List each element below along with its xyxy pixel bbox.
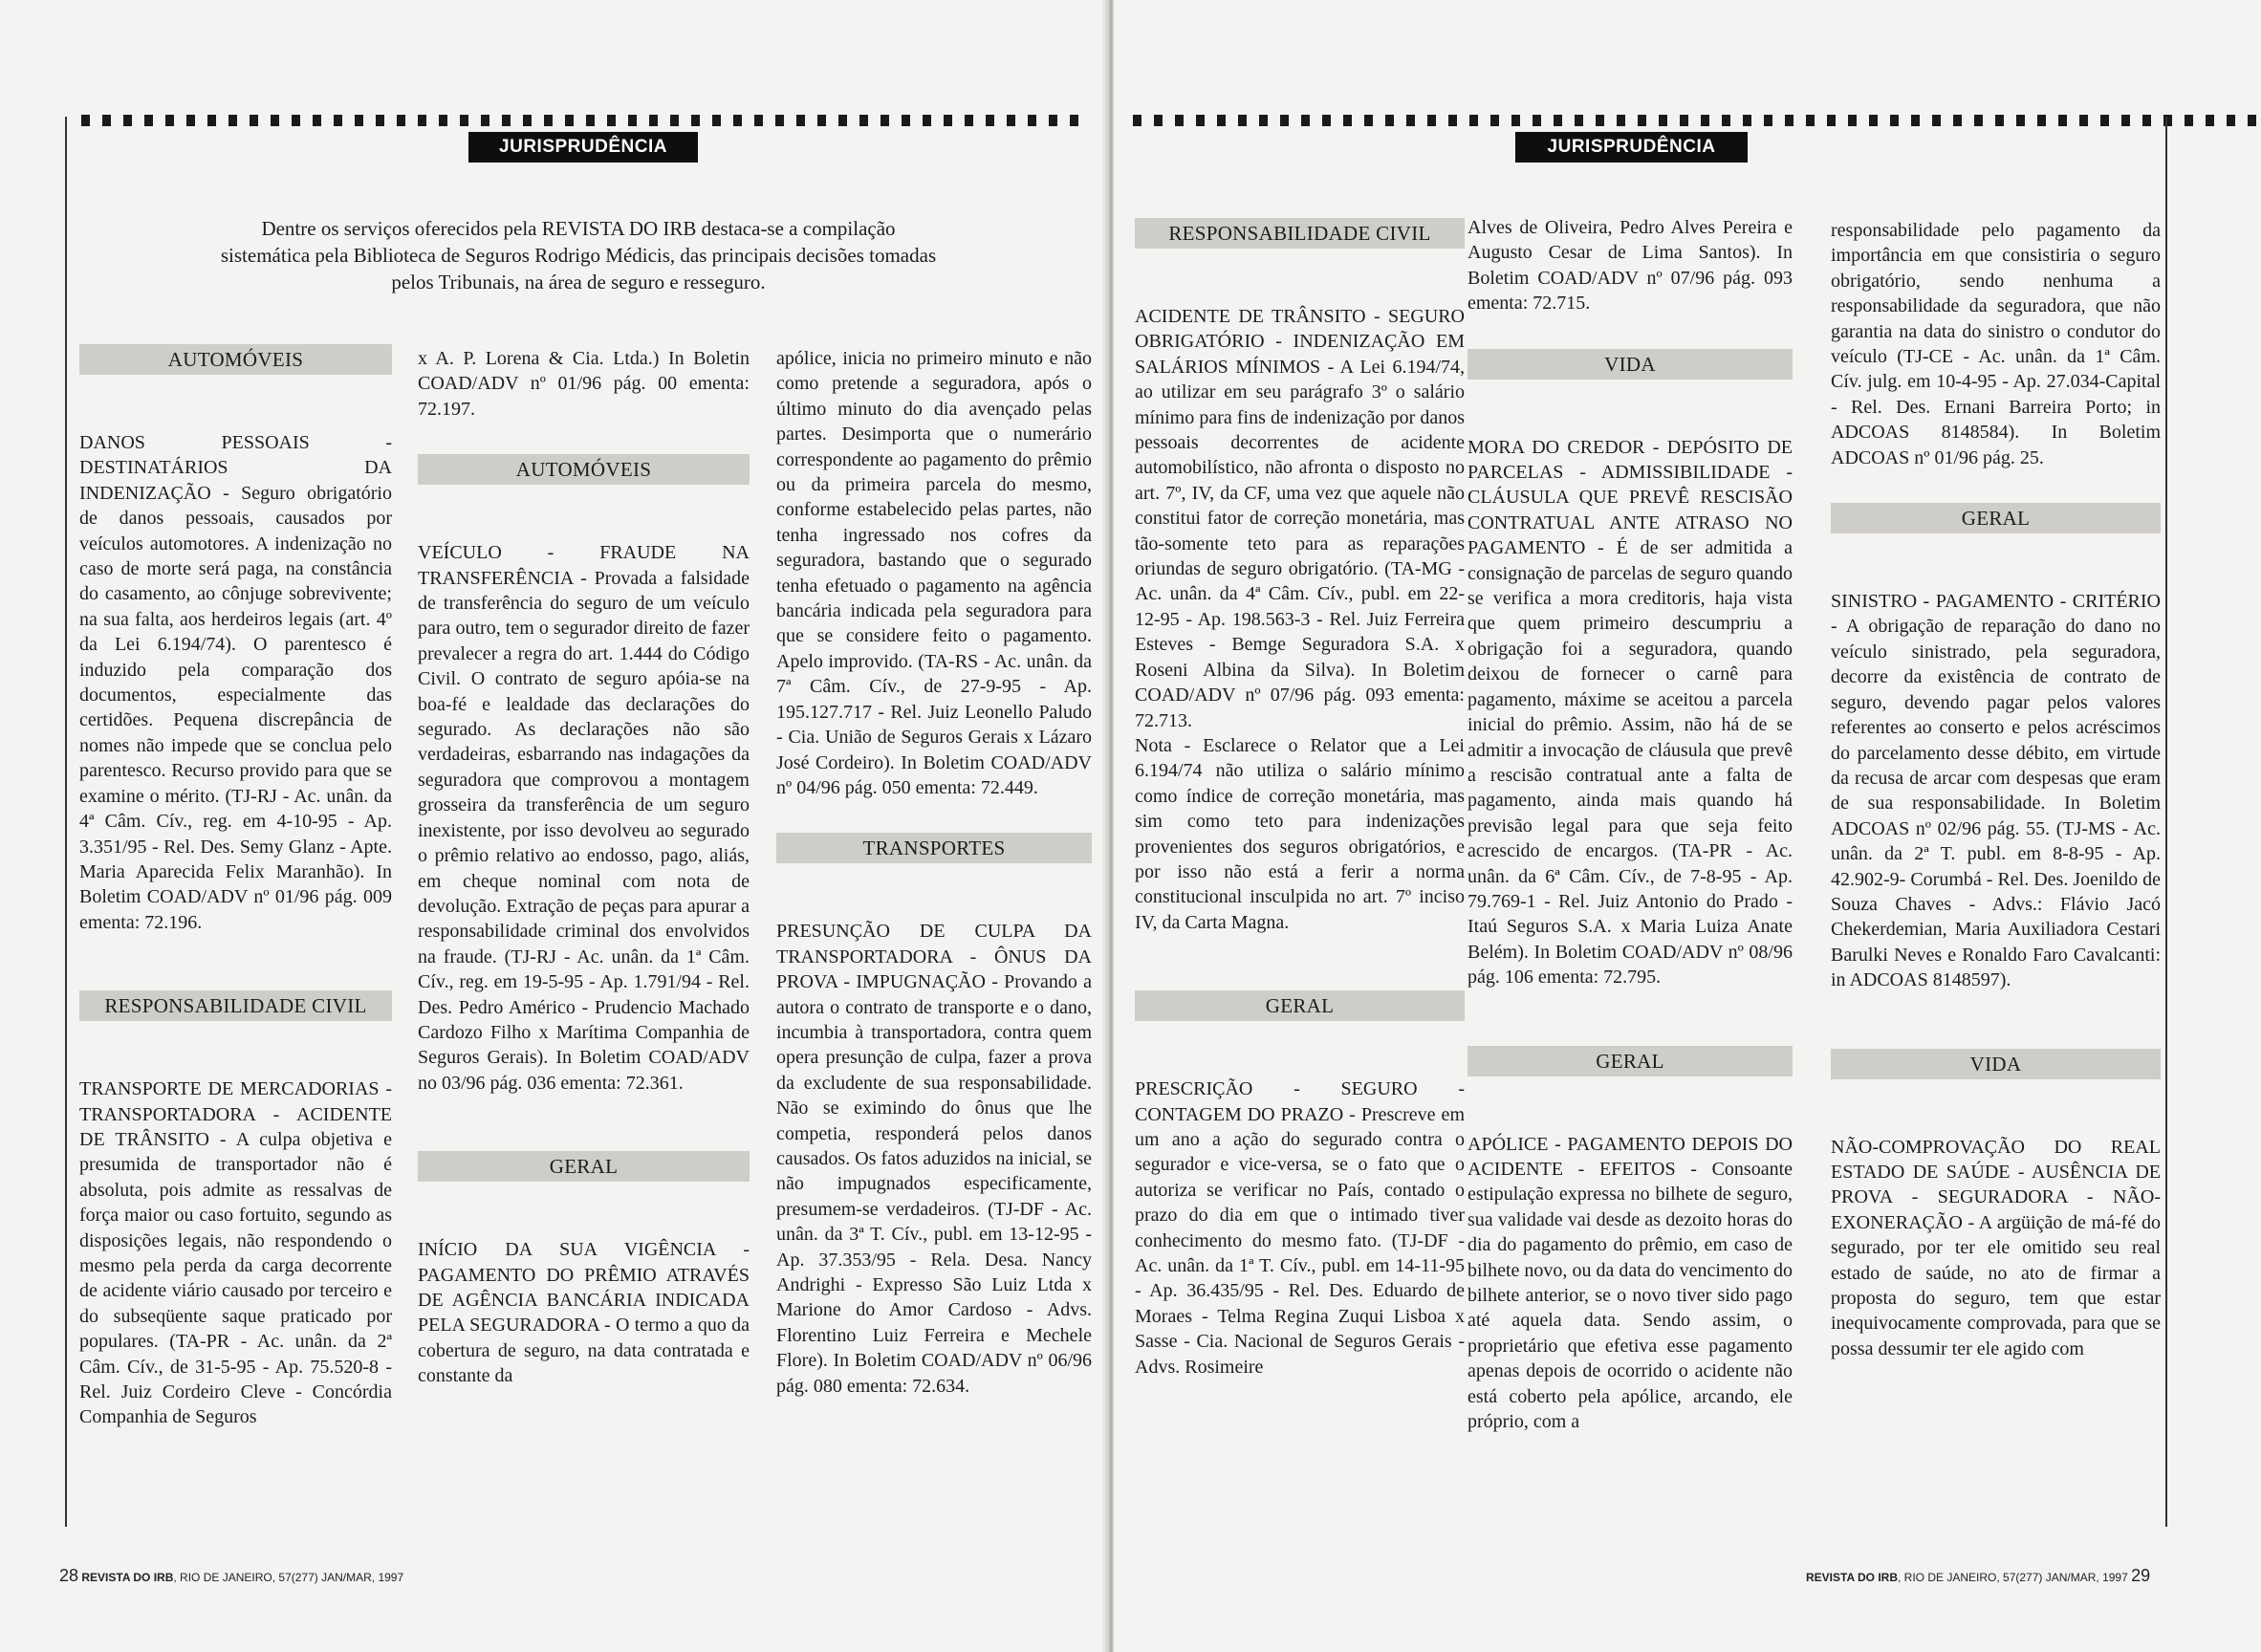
section-heading: AUTOMÓVEIS	[79, 344, 392, 375]
ementa: x A. P. Lorena & Cia. Ltda.) In Boletin COAD/ADV nº 01/96 pág. 00 ementa: 72.197.	[418, 348, 750, 420]
left-page	[0, 0, 1109, 1652]
ementa: apólice, inicia no primeiro minuto e não como pretende a seguradora, após o último minuto do dia avençado pelas partes. Desimporta que o numerário correspondente ao pagamento do prêmio ou da primeira parcela do mesmo, conforme estabelecido pelas partes, não tenha ingressado nos cofres da seguradora, bastando que o segurado tenha efetuado o pagamento na agência bancária indicada pela seguradora para que se considere feito o pagamento. Apelo improvido. (TA-RS - Ac. unân. da 7ª Câm. Cív., de 27-9-95 - Ap. 195.127.717 - Rel. Juiz Leonello Paludo - Cia. União de Seguros Gerais x Lázaro José Cordeiro). In Boletim COAD/ADV nº 04/96 pág. 050 ementa: 72.449.	[776, 348, 1092, 798]
ementa: ACIDENTE DE TRÂNSITO - SEGURO OBRIGATÓRIO - INDENIZAÇÃO EM SALÁRIOS MÍNIMOS - A Lei 6.194/74, ao utilizar em seu parágrafo 3º o salário mínimo para fins de indenização por danos pessoais decorrentes de acidente automobilístico, não afronta o disposto no art. 7º, IV, da CF, uma vez que aquele não constitui fator de correção monetária, mas tão-somente teto para as reparações oriundas de seguro obrigatório. (TA-MG - Ac. unân. da 4ª Câm. Cív., publ. em 22-12-95 - Ap. 198.563-3 - Rel. Juiz Ferreira Esteves - Bemge Seguradora S.A. x Roseni Albina da Silva). In Boletim COAD/ADV nº 07/96 pág. 093 ementa: 72.713.	[1135, 306, 1465, 731]
intro-text: Dentre os serviços oferecidos pela REVISTA DO IRB destaca-se a compilação sistemática pela Biblioteca de Seguros Rodrigo Médicis, das principais decisões tomadas pelos Tribunais, na área de seguro e resseguro.	[220, 217, 937, 293]
section-header-label: JURISPRUDÊNCIA	[499, 137, 667, 157]
ementa: DANOS PESSOAIS - DESTINATÁRIOS DA INDENIZAÇÃO - Seguro obrigatório de danos pessoais, causados por veículos automotores. A indenização no caso de morte será paga, na constância do casamento, ao cônjuge sobrevivente; na sua falta, aos herdeiros legais (art. 4º da Lei 6.194/74). O parentesco é induzido pela comparação dos documentos, especialmente das certidões. Pequena discrepância de nomes não impede que se conclua pelo parentesco. Recurso provido para que se examine o mérito. (TJ-RJ - Ac. unân. da 4ª Câm. Cív., reg. em 4-10-95 - Ap. 3.351/95 - Rel. Des. Semy Glanz - Apte. Maria Aparecida Felix Maranhão). In Boletim COAD/ADV nº 01/96 pág. 009 ementa: 72.196.	[79, 432, 392, 933]
column-3	[776, 346, 1092, 1399]
page-number: 28	[59, 1566, 79, 1585]
ementa: TRANSPORTE DE MERCADORIAS - TRANSPORTADORA - ACIDENTE DE TRÂNSITO - A culpa objetiva e presumida de transportador não é absoluta, pois admite as ressalvas de força maior ou caso fortuito, segundo as disposições legais, não respondendo o mesmo pela perda da carga decorrente de acidente viário causado por terceiro e do subseqüente saque praticado por populares. (TA-PR - Ac. unân. da 2ª Câm. Cív., de 31-5-95 - Ap. 75.520-8 - Rel. Juiz Cordeiro Cleve - Concórdia Companhia de Seguros	[79, 1078, 392, 1428]
page-border	[2165, 117, 2167, 1527]
section-header-label: JURISPRUDÊNCIA	[1547, 137, 1716, 157]
section-header	[468, 132, 698, 163]
section-heading: GERAL	[1467, 1046, 1793, 1076]
section-heading: VIDA	[1831, 1049, 2161, 1079]
dotted-rule	[1133, 115, 2261, 126]
page-number: 29	[2131, 1566, 2151, 1585]
ementa: VEÍCULO - FRAUDE NA TRANSFERÊNCIA - Provada a falsidade de transferência do seguro de um veículo para outro, tem o segurador direito de fazer prevalecer a regra do art. 1.444 do Código Civil. O contrato de seguro apóia-se na boa-fé e lealdade das declarações do segurado. As declarações não são verdadeiras, esbarrando nas indagações da seguradora que comprovou a montagem grosseira da transferência de um seguro inexistente, por isso devolveu ao segurado o prêmio relativo ao endosso, pago, aliás, em cheque nominal com nota de devolução. Extração de peças para apurar a responsabilidade criminal dos envolvidos na fraude. (TJ-RJ - Ac. unân. da 1ª Câm. Cív., reg. em 19-5-95 - Ap. 1.791/94 - Rel. Des. Pedro Américo - Prudencio Machado Cardozo Filho x Marítima Companhia de Seguros Gerais). In Boletim COAD/ADV no 03/96 pág. 036 ementa: 72.361.	[418, 542, 750, 1094]
ementa: APÓLICE - PAGAMENTO DEPOIS DO ACIDENTE - EFEITOS - Consoante estipulação expressa no bilhete de seguro, sua validade vai desde as dezoito horas do dia do pagamento do prêmio, em caso de bilhete novo, ou da data do vencimento do bilhete anterior, se o novo tiver sido pago até aquela data. Sendo assim, o proprietário que efetiva esse pagamento apenas depois de ocorrido o acidente não está coberto pela apólice, arcando, ele próprio, com a	[1467, 1133, 1793, 1433]
nota: Nota - Esclarece o Relator que a Lei 6.194/74 não utiliza o salário mínimo como índice de correção monetária, mas sim como teto para indenizações provenientes dos seguros obrigatórios, e por isso não está a ferir a norma constitucional insculpida no art. 7º inciso IV, da Carta Magna.	[1135, 734, 1465, 933]
dotted-rule	[81, 115, 1087, 126]
section-heading: GERAL	[418, 1151, 750, 1182]
column-2	[418, 346, 750, 1389]
journal-name: REVISTA DO IRB	[81, 1571, 174, 1584]
page-border	[65, 117, 67, 1527]
ementa: PRESUNÇÃO DE CULPA DA TRANSPORTADORA - ÔNUS DA PROVA - IMPUGNAÇÃO - Provando a autora o contrato de transporte e o dano, incumbia à transportadora, contra quem opera presunção de culpa, fazer a prova da excludente de sua responsabilidade. Não se eximindo do ônus que lhe competia, responderá pelos danos causados. Os fatos aduzidos na inicial, se não impugnados especificamente, presumem-se verdadeiros. (TJ-DF - Ac. unân. da 3ª T. Cív., publ. em 13-12-95 - Ap. 37.353/95 - Rela. Desa. Nancy Andrighi - Expresso São Luiz Ltda x Marione do Amor Cardoso - Advs. Florentino Luiz Ferreira e Mechele Flore). In Boletim COAD/ADV nº 06/96 pág. 080 ementa: 72.634.	[776, 921, 1092, 1397]
column-1	[1135, 218, 1465, 1380]
section-heading: GERAL	[1831, 503, 2161, 533]
ementa: Alves de Oliveira, Pedro Alves Pereira e Augusto Cesar de Lima Santos). In Boletim COAD/ADV nº 07/96 pág. 093 ementa: 72.715.	[1467, 217, 1793, 315]
footer-issue: , RIO DE JANEIRO, 57(277) JAN/MAR, 1997	[1898, 1571, 2128, 1584]
footer-issue: , RIO DE JANEIRO, 57(277) JAN/MAR, 1997	[173, 1571, 404, 1584]
ementa: PRESCRIÇÃO - SEGURO - CONTAGEM DO PRAZO - Prescreve em um ano a ação do segurado contra o segurador e vice-versa, se o fato que o autoriza se verificar no País, contado o prazo do dia em que o intimado tiver conhecimento do mesmo fato. (TJ-DF - Ac. unân. da 1ª T. Cív., publ. em 14-11-95 - Ap. 36.435/95 - Rel. Des. Eduardo de Moraes - Telma Regina Zuqui Lisboa x Sasse - Cia. Nacional de Seguros Gerais - Advs. Rosimeire	[1135, 1078, 1465, 1378]
column-3	[1831, 218, 2161, 1361]
section-heading: GERAL	[1135, 990, 1465, 1021]
page-footer	[1806, 1566, 2150, 1586]
column-1	[79, 344, 392, 1430]
section-heading: RESPONSABILIDADE CIVIL	[79, 990, 392, 1021]
ementa: responsabilidade pelo pagamento da importância em que consistiria o seguro obrigatório, sendo nenhuma a responsabilidade da seguradora, que não garantia na data do sinistro o condutor do veículo (TJ-CE - Ac. unân. da 1ª Câm. Cív. julg. em 10-4-95 - Ap. 27.034-Capital - Rel. Des. Ernani Barreira Porto; in ADCOAS 8148584). In Boletim ADCOAS nº 01/96 pág. 25.	[1831, 220, 2161, 468]
ementa: NÃO-COMPROVAÇÃO DO REAL ESTADO DE SAÚDE - AUSÊNCIA DE PROVA - SEGURADORA - NÃO-EXONERAÇÃO - A argüição de má-fé do segurado, por ter ele omitido seu real estado de saúde, no ato de firmar a proposta do seguro, tem que estar inequivocamente comprovada, para que se possa dessumir ter ele agido com	[1831, 1136, 2161, 1359]
ementa: SINISTRO - PAGAMENTO - CRITÉRIO - A obrigação de reparação do dano no veículo sinistrado, pela seguradora, decorre da existência de contrato de seguro, devendo pagar pelos valores referentes ao conserto e pelos acréscimos do parcelamento desse débito, em virtude da recusa de arcar com despesas que eram de sua responsabilidade. In Boletim ADCOAS nº 02/96 pág. 55. (TJ-MS - Ac. unân. da 2ª T. publ. em 8-8-95 - Ap. 42.902-9- Corumbá - Rel. Des. Joenildo de Souza Chaves - Advs.: Flávio Jacó Chekerdemian, Maria Auxiliadora Cestari Barulki Neves e Ronaldo Faro Cavalcanti: in ADCOAS 8148597).	[1831, 591, 2161, 991]
column-2	[1467, 215, 1793, 1434]
section-header	[1515, 132, 1748, 163]
section-heading: TRANSPORTES	[776, 833, 1092, 863]
journal-name: REVISTA DO IRB	[1806, 1571, 1899, 1584]
section-heading: RESPONSABILIDADE CIVIL	[1135, 218, 1465, 249]
ementa: MORA DO CREDOR - DEPÓSITO DE PARCELAS - ADMISSIBILIDADE - CLÁUSULA QUE PREVÊ RESCISÃO CONTRATUAL ANTE ATRASO NO PAGAMENTO - É de ser admitida a consignação de parcelas de seguro quando se verifica a mora creditoris, haja vista que quem primeiro descumpriu a obrigação foi a seguradora, quando deixou de fornecer o carnê para pagamento, máxime se aceitou a parcela inicial do prêmio. Assim, não há de se admitir a invocação de cláusula que prevê a rescisão contratual ante a falta de pagamento, ainda mais quando há previsão legal para que seja feito acrescido de encargos. (TA-PR - Ac. unân. da 6ª Câm. Cív., de 7-8-95 - Ap. 79.769-1 - Rel. Juiz Antonio do Prado - Itaú Seguros S.A. x Maria Luiza Anate Belém). In Boletim COAD/ADV nº 08/96 pág. 106 ementa: 72.795.	[1467, 436, 1793, 989]
section-heading: AUTOMÓVEIS	[418, 454, 750, 485]
ementa: INÍCIO DA SUA VIGÊNCIA - PAGAMENTO DO PRÊMIO ATRAVÉS DE AGÊNCIA BANCÁRIA INDICADA PELA SEGURADORA - O termo a quo da cobertura de seguro, na data contratada e constante da	[418, 1239, 750, 1387]
page-footer	[59, 1566, 403, 1586]
right-page	[1114, 0, 2261, 1652]
section-heading: VIDA	[1467, 349, 1793, 380]
